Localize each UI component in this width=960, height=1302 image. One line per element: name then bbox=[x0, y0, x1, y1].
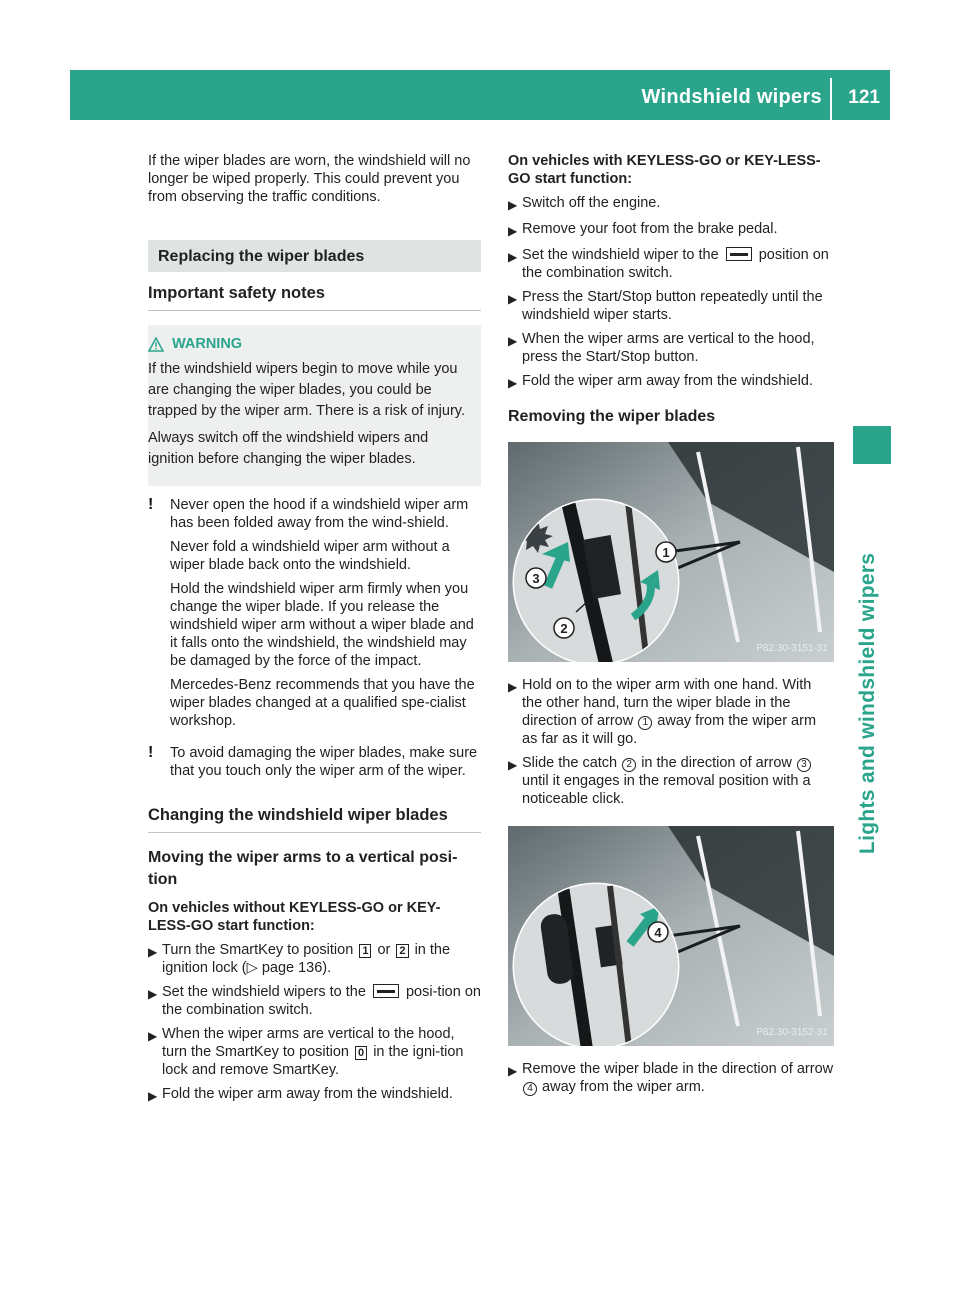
warning-title-row bbox=[148, 335, 473, 353]
section-banner: Replacing the wiper blades bbox=[148, 240, 481, 272]
step-text: or bbox=[377, 942, 391, 958]
list-item bbox=[508, 330, 834, 366]
step-marker: 1 bbox=[638, 716, 652, 730]
wiper-off-icon bbox=[726, 247, 752, 261]
step-text: Fold the wiper arm away from the windshield. bbox=[162, 1086, 453, 1102]
step-marker: 2 bbox=[622, 758, 636, 772]
step-text: Hold on to the wiper arm with one hand. With the other hand, turn the wiper blade in the direction of arrow bbox=[522, 677, 812, 729]
figure-marker bbox=[656, 542, 676, 562]
page-title: Windshield wipers bbox=[641, 86, 822, 108]
list-item bbox=[508, 1060, 834, 1096]
list-item bbox=[508, 288, 834, 324]
notice-block bbox=[148, 744, 481, 786]
step-marker: 4 bbox=[523, 1082, 537, 1096]
step-text: away from the wiper arm. bbox=[542, 1079, 705, 1095]
svg-text:3: 3 bbox=[532, 571, 540, 586]
figure-marker bbox=[554, 618, 574, 638]
step-text: Set the windshield wipers to the bbox=[162, 984, 366, 1000]
list-item bbox=[508, 194, 834, 214]
key-position-badge: 1 bbox=[359, 944, 371, 958]
notice-text: Never open the hood if a windshield wiper arm has been folded away from the wind-shield. bbox=[170, 497, 469, 531]
step-text: in the ignition lock ( bbox=[162, 942, 451, 976]
bullet-arrow-icon: ▶ bbox=[508, 376, 518, 390]
list-item bbox=[148, 941, 481, 977]
list-item bbox=[148, 1025, 481, 1079]
list-item bbox=[508, 676, 834, 748]
figure-marker bbox=[526, 568, 546, 588]
key-position-badge: 0 bbox=[355, 1046, 367, 1060]
notice-icon: ! bbox=[148, 496, 154, 513]
list-item bbox=[508, 246, 834, 282]
bullet-arrow-icon: ▶ bbox=[148, 987, 158, 1001]
warning-title: WARNING bbox=[172, 336, 243, 352]
step-text: Remove your foot from the brake pedal. bbox=[522, 221, 778, 237]
safety-heading: Important safety notes bbox=[148, 272, 481, 311]
step-text: Set the windshield wiper to the bbox=[522, 247, 719, 263]
with-keyless-heading: On vehicles with KEYLESS-GO or KEY-LESS-GO start function: bbox=[508, 153, 821, 187]
step-text: Remove the wiper blade in the direction of arrow bbox=[522, 1061, 834, 1077]
notice-text: Never fold a windshield wiper arm without a wiper blade back onto the windshield. bbox=[170, 539, 450, 573]
page-number: 121 bbox=[848, 87, 880, 108]
key-position-badge: 2 bbox=[396, 944, 408, 958]
warning-text: Always switch off the windshield wipers and ignition before changing the wiper blades. bbox=[148, 430, 429, 467]
step-text: in the direction of arrow bbox=[641, 755, 792, 771]
right-column bbox=[508, 152, 834, 1102]
wiper-illustration bbox=[508, 826, 834, 1046]
figure-code: P82.30-3152-31 bbox=[756, 1027, 828, 1038]
svg-text:4: 4 bbox=[654, 925, 662, 940]
notice-text: To avoid damaging the wiper blades, make sure that you touch only the wiper arm of the wiper. bbox=[170, 745, 478, 779]
side-tab bbox=[854, 482, 890, 862]
notice-text: Mercedes-Benz recommends that you have the wiper blades changed at a qualified spe-cialist workshop. bbox=[170, 677, 475, 729]
step-text: position on the combination switch. bbox=[522, 247, 829, 281]
step-text: Fold the wiper arm away from the windshield. bbox=[522, 373, 813, 389]
header-divider bbox=[830, 78, 832, 120]
bullet-arrow-icon: ▶ bbox=[508, 334, 518, 348]
side-tab-marker bbox=[853, 426, 891, 464]
step-text: Turn the SmartKey to position bbox=[162, 942, 354, 958]
warning-text: If the windshield wipers begin to move while you are changing the wiper blades, you could be trapped by the wiper arm. There is a risk of injury. bbox=[148, 361, 465, 419]
step-text: Switch off the engine. bbox=[522, 195, 661, 211]
left-column bbox=[148, 152, 481, 1111]
bullet-arrow-icon: ▶ bbox=[508, 758, 518, 772]
step-text: away from the wiper arm as far as it will go. bbox=[522, 713, 817, 747]
moving-heading: Moving the wiper arms to a vertical posi-tion bbox=[148, 849, 458, 888]
notice-icon: ! bbox=[148, 744, 154, 761]
list-item bbox=[148, 1085, 481, 1105]
step-text: until it engages in the removal position with a noticeable click. bbox=[522, 773, 811, 807]
step-text: in the igni-tion lock and remove SmartKey. bbox=[162, 1044, 464, 1078]
warning-box bbox=[148, 325, 481, 486]
bullet-arrow-icon: ▶ bbox=[508, 292, 518, 306]
wiper-figure-2 bbox=[508, 826, 834, 1046]
changing-heading: Changing the windshield wiper blades bbox=[148, 794, 481, 833]
list-item bbox=[508, 754, 834, 808]
notice-text: Hold the windshield wiper arm firmly when you change the wiper blade. If you release the windshield wiper arm without a wiper blade and it falls onto the windshield, the windshield may be damaged by the force of the impact. bbox=[170, 581, 474, 669]
svg-text:2: 2 bbox=[560, 621, 568, 636]
removing-heading: Removing the wiper blades bbox=[508, 408, 716, 425]
list-item bbox=[148, 983, 481, 1019]
warning-icon bbox=[148, 337, 164, 352]
bullet-arrow-icon: ▶ bbox=[508, 250, 518, 264]
intro-paragraph: If the wiper blades are worn, the windshield will no longer be wiped properly. This could prevent you from observing the traffic conditions. bbox=[148, 153, 471, 205]
wiper-illustration bbox=[508, 442, 834, 662]
bullet-arrow-icon: ▶ bbox=[508, 198, 518, 212]
bullet-arrow-icon: ▶ bbox=[508, 224, 518, 238]
bullet-arrow-icon: ▶ bbox=[508, 1064, 518, 1078]
step-text: Slide the catch bbox=[522, 755, 618, 771]
wiper-off-icon bbox=[373, 984, 399, 998]
list-item bbox=[508, 220, 834, 240]
page-header bbox=[70, 70, 890, 120]
step-text: When the wiper arms are vertical to the hood, turn the SmartKey to position bbox=[162, 1026, 455, 1060]
page-reference[interactable]: page 136). bbox=[261, 960, 332, 976]
step-text: Press the Start/Stop button repeatedly until the windshield wiper starts. bbox=[522, 289, 823, 323]
bullet-arrow-icon: ▶ bbox=[148, 1089, 158, 1103]
bullet-arrow-icon: ▶ bbox=[508, 680, 518, 694]
bullet-arrow-icon: ▶ bbox=[148, 1029, 158, 1043]
without-keyless-heading: On vehicles without KEYLESS-GO or KEY-LESS-GO start function: bbox=[148, 900, 441, 934]
step-marker: 3 bbox=[797, 758, 811, 772]
side-tab-label: Lights and windshield wipers bbox=[856, 552, 879, 854]
svg-text:1: 1 bbox=[662, 545, 670, 560]
step-text: When the wiper arms are vertical to the hood, press the Start/Stop button. bbox=[522, 331, 815, 365]
bullet-arrow-icon: ▶ bbox=[148, 945, 158, 959]
figure-marker bbox=[648, 922, 668, 942]
wiper-figure-1 bbox=[508, 442, 834, 662]
page-ref-arrow-icon: ▷ bbox=[246, 960, 258, 976]
figure-code: P82.30-3151-31 bbox=[756, 643, 828, 654]
list-item bbox=[508, 372, 834, 392]
notice-block bbox=[148, 496, 481, 736]
step-text: posi-tion on the combination switch. bbox=[162, 984, 481, 1018]
